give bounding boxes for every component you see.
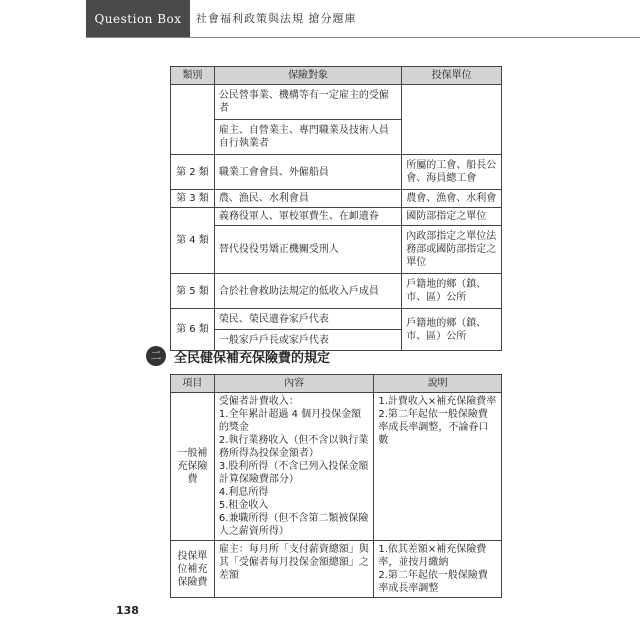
column-header: 內容 xyxy=(214,375,373,393)
unit-cell: 戶籍地的鄉（鎮、市、區）公所 xyxy=(402,274,502,309)
section-title: 全民健保補充保險費的規定 xyxy=(174,351,331,366)
content-list-item: 5.租金收入 xyxy=(218,500,269,511)
insured-cell: 合於社會救助法規定的低收入戶成員 xyxy=(214,274,401,309)
table-row xyxy=(171,85,502,120)
section-number-badge: 二 xyxy=(146,346,166,366)
note-item: 1.依其差額×補充保險費率，並按月繳納 xyxy=(378,544,487,568)
item-cell: 一般補充保險費 xyxy=(171,393,215,541)
insured-cell: 雇主、自營業主、專門職業及技術人員自行執業者 xyxy=(214,120,401,155)
supplementary-premium-table xyxy=(170,374,502,598)
notes-cell xyxy=(374,541,502,598)
unit-cell: 國防部指定之單位 xyxy=(402,208,502,226)
table-row xyxy=(171,309,502,330)
insured-cell: 一般家戶戶長或家戶代表 xyxy=(214,330,401,351)
column-header: 投保單位 xyxy=(402,67,502,85)
content-cell: 雇主：每月所「支付薪資總額」與其「受僱者每月投保金額總額」之差額 xyxy=(214,541,373,598)
category-cell: 第 3 類 xyxy=(171,190,215,208)
item-cell: 投保單位補充保險費 xyxy=(171,541,215,598)
table-header-row xyxy=(171,375,502,393)
unit-cell xyxy=(402,85,502,155)
table-row xyxy=(171,541,502,598)
content-cell xyxy=(214,393,373,541)
category-cell: 第 6 類 xyxy=(171,309,215,351)
unit-cell: 內政部指定之單位法務部或國防部指定之單位 xyxy=(402,226,502,274)
insured-cell: 公民營事業、機構等有一定雇主的受僱者 xyxy=(214,85,401,120)
insured-cell: 義務役軍人、軍校軍費生、在卹遺眷 xyxy=(214,208,401,226)
column-header: 類別 xyxy=(171,67,215,85)
category-cell: 第 5 類 xyxy=(171,274,215,309)
insured-cell: 農、漁民、水利會員 xyxy=(214,190,401,208)
content-list-item: 1.全年累計超過 4 個月投保金額的獎金 xyxy=(218,409,362,433)
column-header: 保險對象 xyxy=(214,67,401,85)
table-row xyxy=(171,190,502,208)
content-list-item: 3.股利所得（不含已列入投保金額計算保險費部分） xyxy=(218,461,369,485)
table-row xyxy=(171,226,502,274)
note-item: 2.第二年起依一般保險費率成長率調整，不論眷口數 xyxy=(378,409,489,446)
category-cell xyxy=(171,85,215,155)
insured-cell: 榮民、榮民遺眷家戶代表 xyxy=(214,309,401,330)
note-item: 2.第二年起依一般保險費率成長率調整 xyxy=(378,570,488,594)
table-row xyxy=(171,274,502,309)
content-intro: 受僱者計費收入： xyxy=(218,396,299,407)
table-header-row xyxy=(171,67,502,85)
table-row xyxy=(171,155,502,190)
insured-cell: 職業工會會員、外僱船員 xyxy=(214,155,401,190)
book-title: 社會福利政策與法規 搶分題庫 xyxy=(196,12,357,25)
notes-cell xyxy=(374,393,502,541)
column-header: 項目 xyxy=(171,375,215,393)
unit-cell: 農會、漁會、水利會 xyxy=(402,190,502,208)
page-header xyxy=(86,0,640,38)
table-row xyxy=(171,393,502,541)
content-list-item: 4.利息所得 xyxy=(218,487,269,498)
page-number: 138 xyxy=(116,604,139,617)
insurance-category-table xyxy=(170,66,502,351)
insured-cell: 替代役役男矯正機關受刑人 xyxy=(214,226,401,274)
question-box-label: Question Box xyxy=(86,0,190,38)
unit-cell: 所屬的工會、船長公會、海員總工會 xyxy=(402,155,502,190)
header-rule xyxy=(86,37,640,38)
note-item: 1.計費收入×補充保險費率 xyxy=(378,396,497,407)
content-list-item: 2.執行業務收入（但不含以執行業務所得為投保金額者） xyxy=(218,435,369,459)
table-row xyxy=(171,208,502,226)
column-header: 說明 xyxy=(374,375,502,393)
unit-cell: 戶籍地的鄉（鎮、市、區）公所 xyxy=(402,309,502,351)
category-cell: 第 2 類 xyxy=(171,155,215,190)
content-list-item: 6.兼職所得（但不含第二類被保險人之薪資所得） xyxy=(218,513,369,537)
category-cell: 第 4 類 xyxy=(171,208,215,274)
